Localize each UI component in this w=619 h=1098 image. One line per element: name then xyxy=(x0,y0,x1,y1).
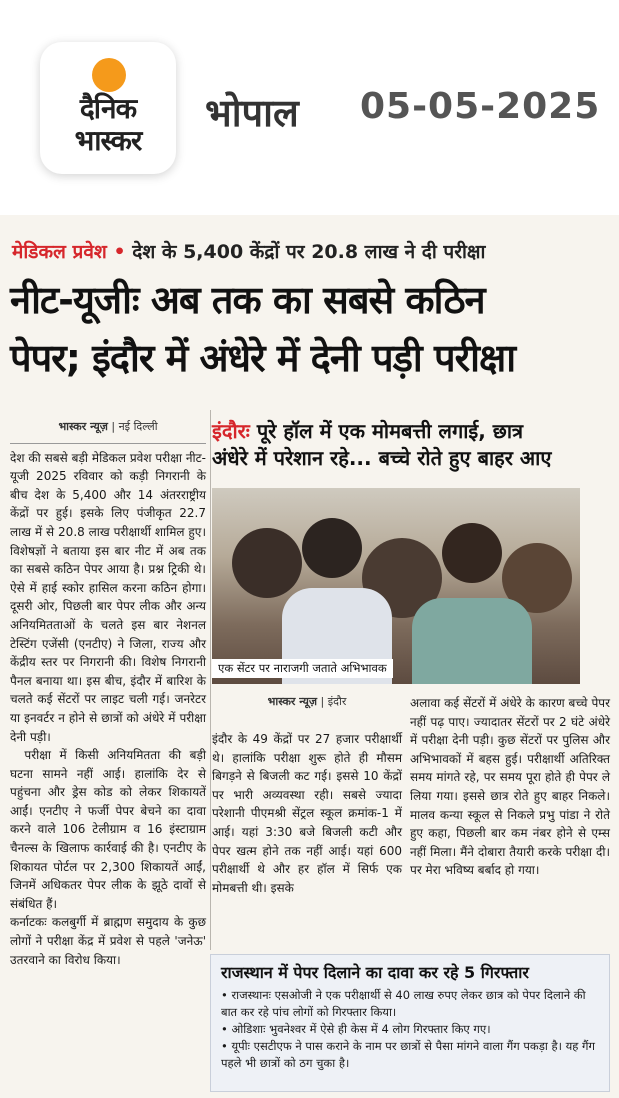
logo-text-line1: दैनिक xyxy=(79,92,137,125)
edition-date: 05-05-2025 xyxy=(360,86,601,127)
column-divider xyxy=(210,410,211,950)
kicker-label: मेडिकल प्रवेश xyxy=(12,241,107,263)
paragraph: कर्नाटकः कलबुर्गी में ब्राह्मण समुदाय के कुछ लोगों ने परीक्षा केंद्र में प्रवेश से पहले 'जनेऊ' उतरवाने का विरोध किया। xyxy=(10,915,206,967)
photo-figure xyxy=(302,518,362,578)
box-title: राजस्थान में पेपर दिलाने का दावा कर रहे 5 गिरफ्तार xyxy=(221,963,529,982)
paragraph: परीक्षा में किसी अनियमितता की बड़ी घटना सामने नहीं आई। हालांकि देर से पहुंचना और ड्रेस कोड को लेकर शिकायतें आईं। एनटीए ने फर्जी पेपर बेचने का दावा करने वाले 106 टेलीग्राम व 16 इंस्टाग्राम चैनल्स के खिलाफ कार्रवाई की है। एनटीए के शिकायत पोर्टल पर 2,300 शिकायतें आईं, जिनमें अधिकतर पेपर लीक के झूठे दावों से संबंधित हैं। xyxy=(10,748,206,911)
paragraph: अलावा कई सेंटरों में अंधेरे के कारण बच्चे पेपर नहीं पढ़ पाए। ज्यादातर सेंटरों पर 2 घंटे अंधेरे में परीक्षा देनी पड़ी। कुछ सेंटरों पर पुलिस और अभिभावकों में बहस हुई। परीक्षार्थी अतिरिक्त समय मांगते रहे, पर समय पूरा होते ही पेपर ले लिया गया। इससे छात्र रोते हुए बाहर निकले। मालव कन्या स्कूल से निकले प्रभु पांडा ने रोते हुए कहा, पिछली बार कम नंबर होने से एम्स नहीं मिला। मैंने दोबारा तैयारी करके परीक्षा दी। पर मेरा भविष्य बर्बाद हो गया। xyxy=(410,696,610,878)
news-photo[interactable] xyxy=(212,488,580,684)
byline-source: भास्कर न्यूज़ xyxy=(267,695,318,708)
right-column xyxy=(410,694,610,880)
subhead-line2: अंधेरे में परेशान रहे... बच्चे रोते हुए बाहर आए xyxy=(212,446,552,470)
byline-source: भास्कर न्यूज़ xyxy=(58,420,108,433)
edition-city: भोपाल xyxy=(205,91,299,135)
photo-figure xyxy=(412,598,532,684)
subhead-line1: पूरे हॉल में एक मोमबत्ती लगाई, छात्र xyxy=(256,419,524,443)
kicker-separator: • xyxy=(113,241,126,263)
paragraph: इंदौर के 49 केंद्रों पर 27 हजार परीक्षार्थी थे। हालांकि परीक्षा शुरू होते ही मौसम बिगड़ने से बिजली कट गई। इससे 10 केंद्रों पर भारी अव्यवस्था रही। सबसे ज्यादा परेशानी पीएमश्री सेंट्रल स्कूल क्रमांक-1 में आई। यहां 3:30 बजे बिजली कटी और पेपर खत्म होने तक नहीं आई। यहां 600 परीक्षार्थी थे और हर हॉल में सिर्फ एक मोमबत्ती थी। इसके xyxy=(212,732,402,895)
subhead-label: इंदौरः xyxy=(212,419,250,443)
logo-text-line2: भास्कर xyxy=(74,124,142,157)
photo-caption: एक सेंटर पर नाराजगी जताते अभिभावक xyxy=(212,659,393,678)
subheadline xyxy=(212,418,612,472)
box-item: • ओडिशाः भुवनेश्वर में ऐसे ही केस में 4 लोग गिरफ्तार किए गए। xyxy=(221,1022,491,1036)
paragraph: देश की सबसे बड़ी मेडिकल प्रवेश परीक्षा नीट-यूजी 2025 रविवार को कड़ी निगरानी के बीच देश के 5,400 और 14 अंतरराष्ट्रीय केंद्रों पर हुई। इसके लिए पंजीकृत 22.7 लाख में से 20.8 लाख परीक्षार्थी शामिल हुए। विशेषज्ञों ने बताया इस बार नीट में अब तक का सबसे कठिन पेपर आया है। प्रश्न ट्रिकी थे। ऐसे में हाई स्कोर हासिल करना कठिन होगा। दूसरी ओर, पिछली बार पेपर लीक और अन्य अनियमितताओं के चलते इस बार नेशनल टेस्टिंग एजेंसी (एनटीए) ने जिला, राज्य और केंद्रीय स्तर पर निगरानी की। विशेष निगरानी पैनल बनाया था। इस बीच, इंदौर में बारिश के चलते कई सेंटरों पर लाइट चली गई। जनरेटर या इनवर्टर न होने से छात्रों को अंधेरे में परीक्षा देनी पड़ी। xyxy=(10,450,206,744)
box-item: • राजस्थानः एसओजी ने एक परीक्षार्थी से 40 लाख रुपए लेकर छात्र को पेपर दिलाने की बात कर रहे पांच लोगों को गिरफ्तार किया। xyxy=(221,988,586,1019)
dainik-bhaskar-logo[interactable] xyxy=(40,42,176,174)
left-column xyxy=(10,418,206,1088)
headline-line2: पेपर; इंदौर में अंधेरे में देनी पड़ी परीक्षा xyxy=(10,336,516,380)
kicker-text: देश के 5,400 केंद्रों पर 20.8 लाख ने दी परीक्षा xyxy=(132,241,486,263)
divider xyxy=(10,443,206,444)
byline-place: नई दिल्ली xyxy=(118,420,158,433)
byline-place: इंदौर xyxy=(327,695,347,708)
app-header xyxy=(0,0,619,200)
photo-figure xyxy=(442,523,502,583)
byline-indore: भास्कर न्यूज़ | इंदौर xyxy=(267,695,347,708)
photo-figure xyxy=(232,528,302,598)
kicker xyxy=(12,238,485,264)
headline-line1: नीट-यूजीः अब तक का सबसे कठिन xyxy=(10,278,485,322)
sidebar-box xyxy=(210,954,610,1092)
sun-icon xyxy=(92,58,126,92)
byline: भास्कर न्यूज़ | नई दिल्ली xyxy=(58,420,158,433)
box-item: • यूपीः एसटीएफ ने पास कराने के नाम पर छात्रों से पैसा मांगने वाला गैंग पकड़ा है। यह गैंग पहले भी छात्रों को ठग चुका है। xyxy=(221,1039,596,1070)
middle-column xyxy=(212,730,402,897)
